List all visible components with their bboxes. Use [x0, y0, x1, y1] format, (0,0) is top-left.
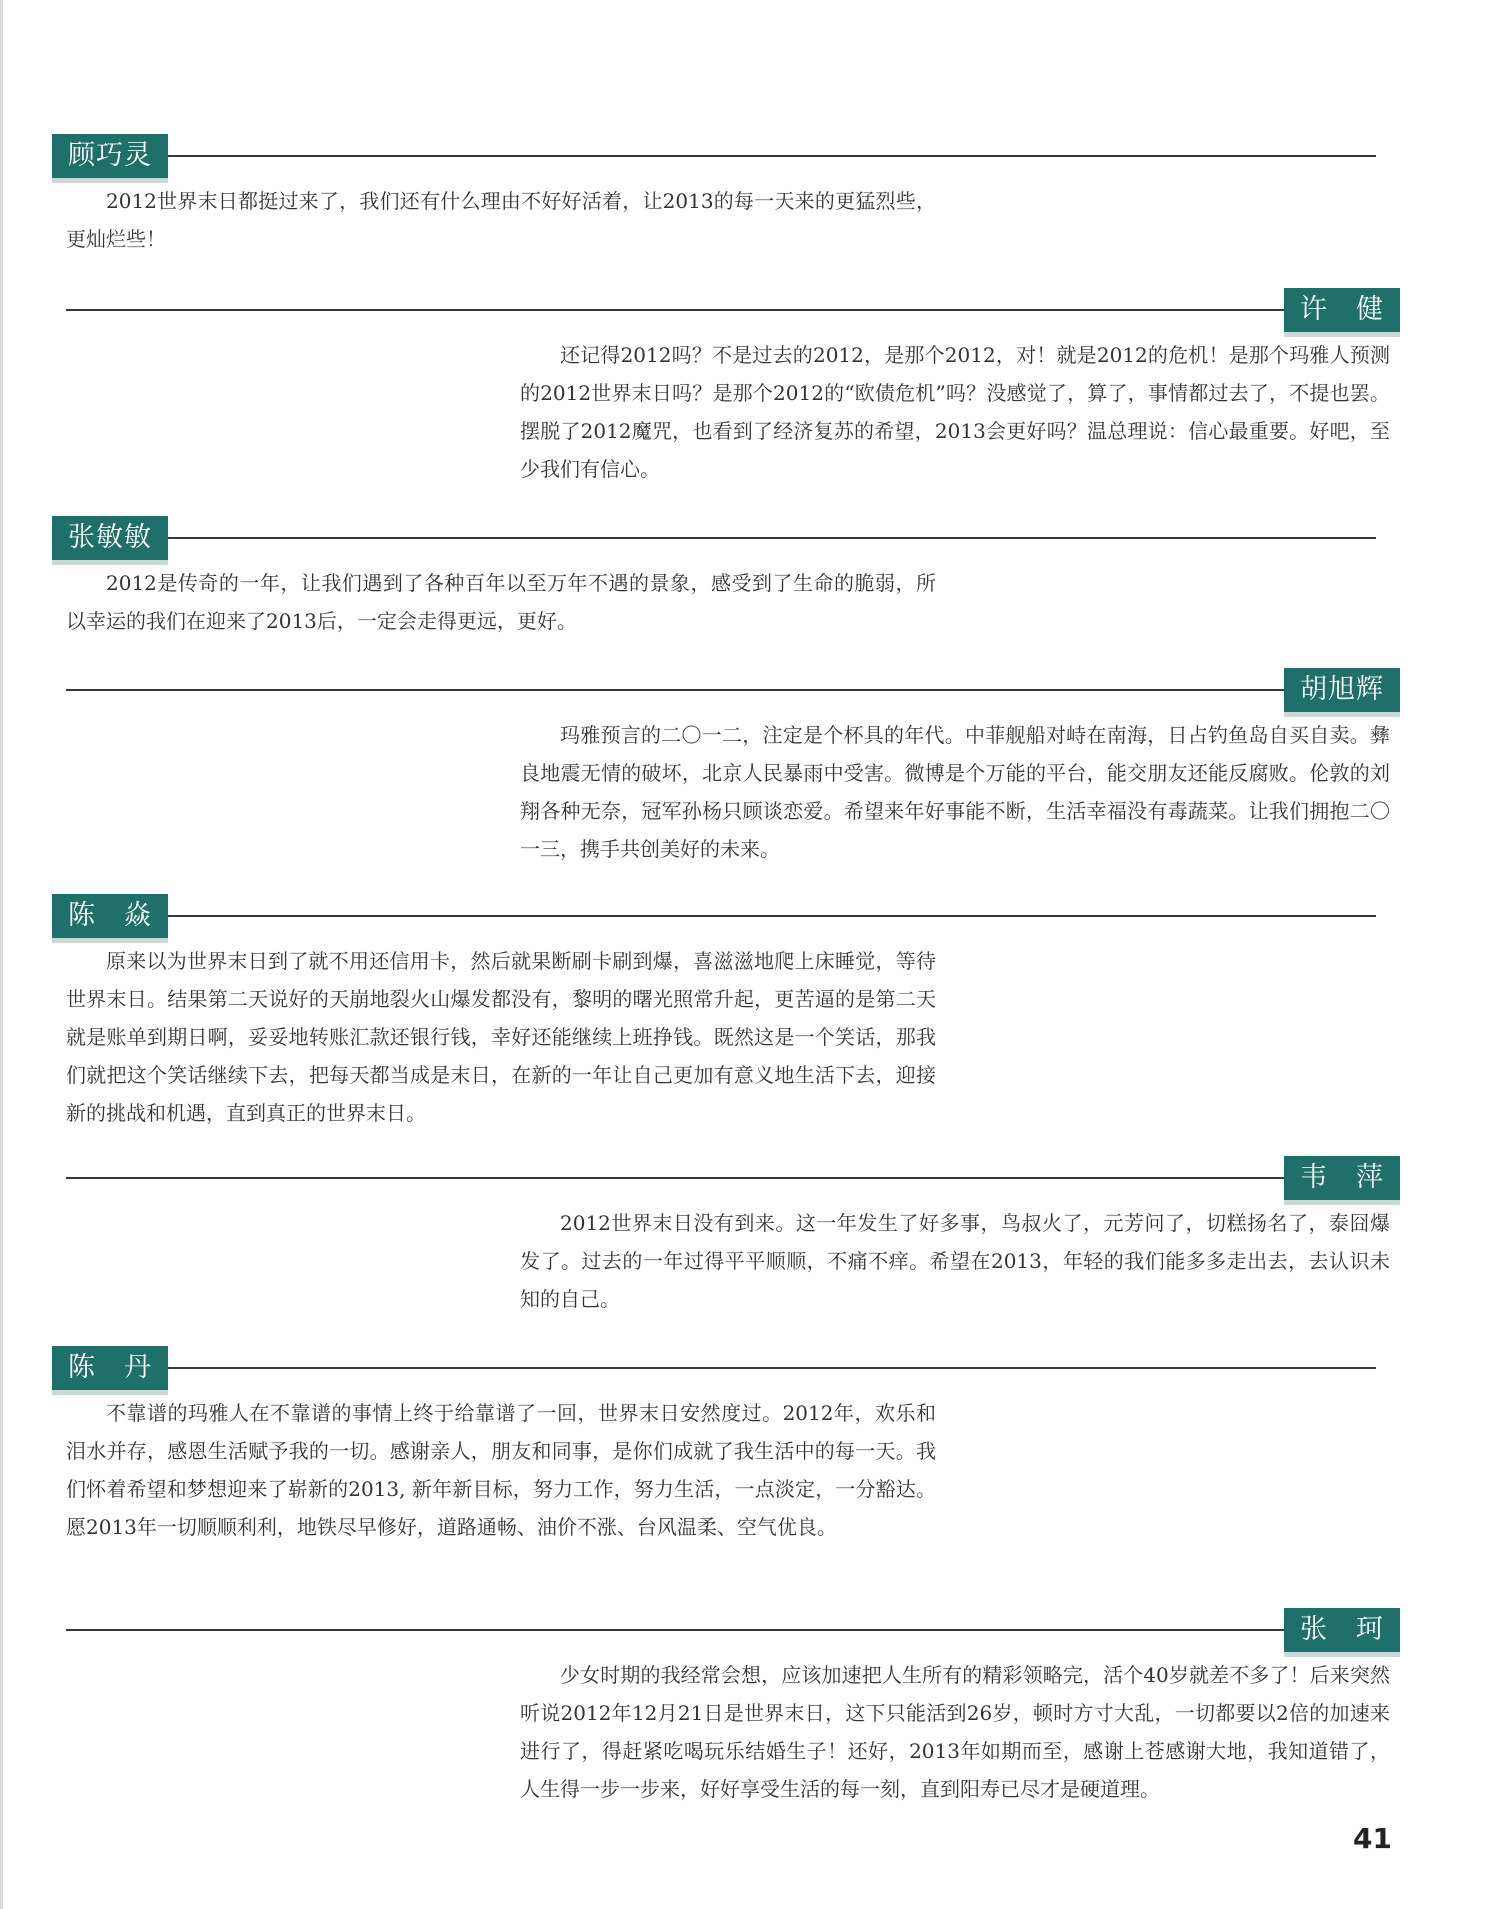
entry-text: 少女时期的我经常会想，应该加速把人生所有的精彩领略完，活个40岁就差不多了！后来突然听说2012年12月21日是世界末日，这下只能活到26岁，顿时方寸大乱，一切都要以2倍的加速来进行了，得赶紧吃喝玩乐结婚生子！还好，2013年如期而至，感谢上苍感谢大地，我知道错了，人生得一步一步来，好好享受生活的每一刻，直到阳寿已尽才是硬道理。 [520, 1663, 1390, 1801]
name-tag: 顾巧灵 [52, 134, 168, 178]
page-number: 41 [1353, 1822, 1392, 1855]
section-rule [66, 1629, 1304, 1631]
entry-text: 还记得2012吗？不是过去的2012，是那个2012，对！就是2012的危机！是那个玛雅人预测的2012世界末日吗？是那个2012的“欧债危机”吗？没感觉了，算了，事情都过去了，不提也罢。摆脱了2012魔咒，也看到了经济复苏的希望，2013会更好吗？温总理说：信心最重要。好吧，至少我们有信心。 [520, 343, 1390, 481]
entry-text: 2012是传奇的一年，让我们遇到了各种百年以至万年不遇的景象，感受到了生命的脆弱，所以幸运的我们在迎来了2013后，一定会走得更远，更好。 [66, 571, 936, 633]
name-tag: 胡旭辉 [1284, 668, 1400, 712]
entry-text: 玛雅预言的二〇一二，注定是个杯具的年代。中菲舰船对峙在南海，日占钓鱼岛自买自卖。彝良地震无情的破坏，北京人民暴雨中受害。微博是个万能的平台，能交朋友还能反腐败。伦敦的刘翔各种无奈，冠军孙杨只顾谈恋爱。希望来年好事能不断，生活幸福没有毒蔬菜。让我们拥抱二〇一三，携手共创美好的未来。 [520, 723, 1390, 861]
section-rule [158, 537, 1376, 539]
section-rule [66, 689, 1304, 691]
entry-text: 2012世界末日都挺过来了，我们还有什么理由不好好活着，让2013的每一天来的更猛烈些，更灿烂些！ [66, 189, 936, 251]
name-tag: 陈 焱 [52, 894, 168, 938]
section-rule [66, 309, 1304, 311]
section-rule [66, 1177, 1304, 1179]
page-edge [0, 0, 3, 1909]
entry-text: 不靠谱的玛雅人在不靠谱的事情上终于给靠谱了一回，世界末日安然度过。2012年，欢乐和泪水并存，感恩生活赋予我的一切。感谢亲人，朋友和同事，是你们成就了我生活中的每一天。我们怀着希望和梦想迎来了崭新的2013, 新年新目标，努力工作，努力生活，一点淡定，一分豁达。愿2013年一切顺顺利利，地铁尽早修好，道路通畅、油价不涨、台风温柔、空气优良。 [66, 1401, 936, 1539]
section-rule [158, 1367, 1376, 1369]
name-tag: 张 珂 [1284, 1608, 1400, 1652]
name-tag: 许 健 [1284, 288, 1400, 332]
section-rule [158, 155, 1376, 157]
name-tag: 韦 萍 [1284, 1156, 1400, 1200]
section-rule [158, 915, 1376, 917]
entry-text: 原来以为世界末日到了就不用还信用卡，然后就果断刷卡刷到爆，喜滋滋地爬上床睡觉，等待世界末日。结果第二天说好的天崩地裂火山爆发都没有，黎明的曙光照常升起，更苦逼的是第二天就是账单到期日啊，妥妥地转账汇款还银行钱，幸好还能继续上班挣钱。既然这是一个笑话，那我们就把这个笑话继续下去，把每天都当成是末日，在新的一年让自己更加有意义地生活下去，迎接新的挑战和机遇，直到真正的世界末日。 [66, 949, 936, 1125]
name-tag: 陈 丹 [52, 1346, 168, 1390]
name-tag: 张敏敏 [52, 516, 168, 560]
entry-text: 2012世界末日没有到来。这一年发生了好多事，鸟叔火了，元芳问了，切糕扬名了，泰囧爆发了。过去的一年过得平平顺顺，不痛不痒。希望在2013，年轻的我们能多多走出去，去认识未知的自己。 [520, 1211, 1390, 1311]
